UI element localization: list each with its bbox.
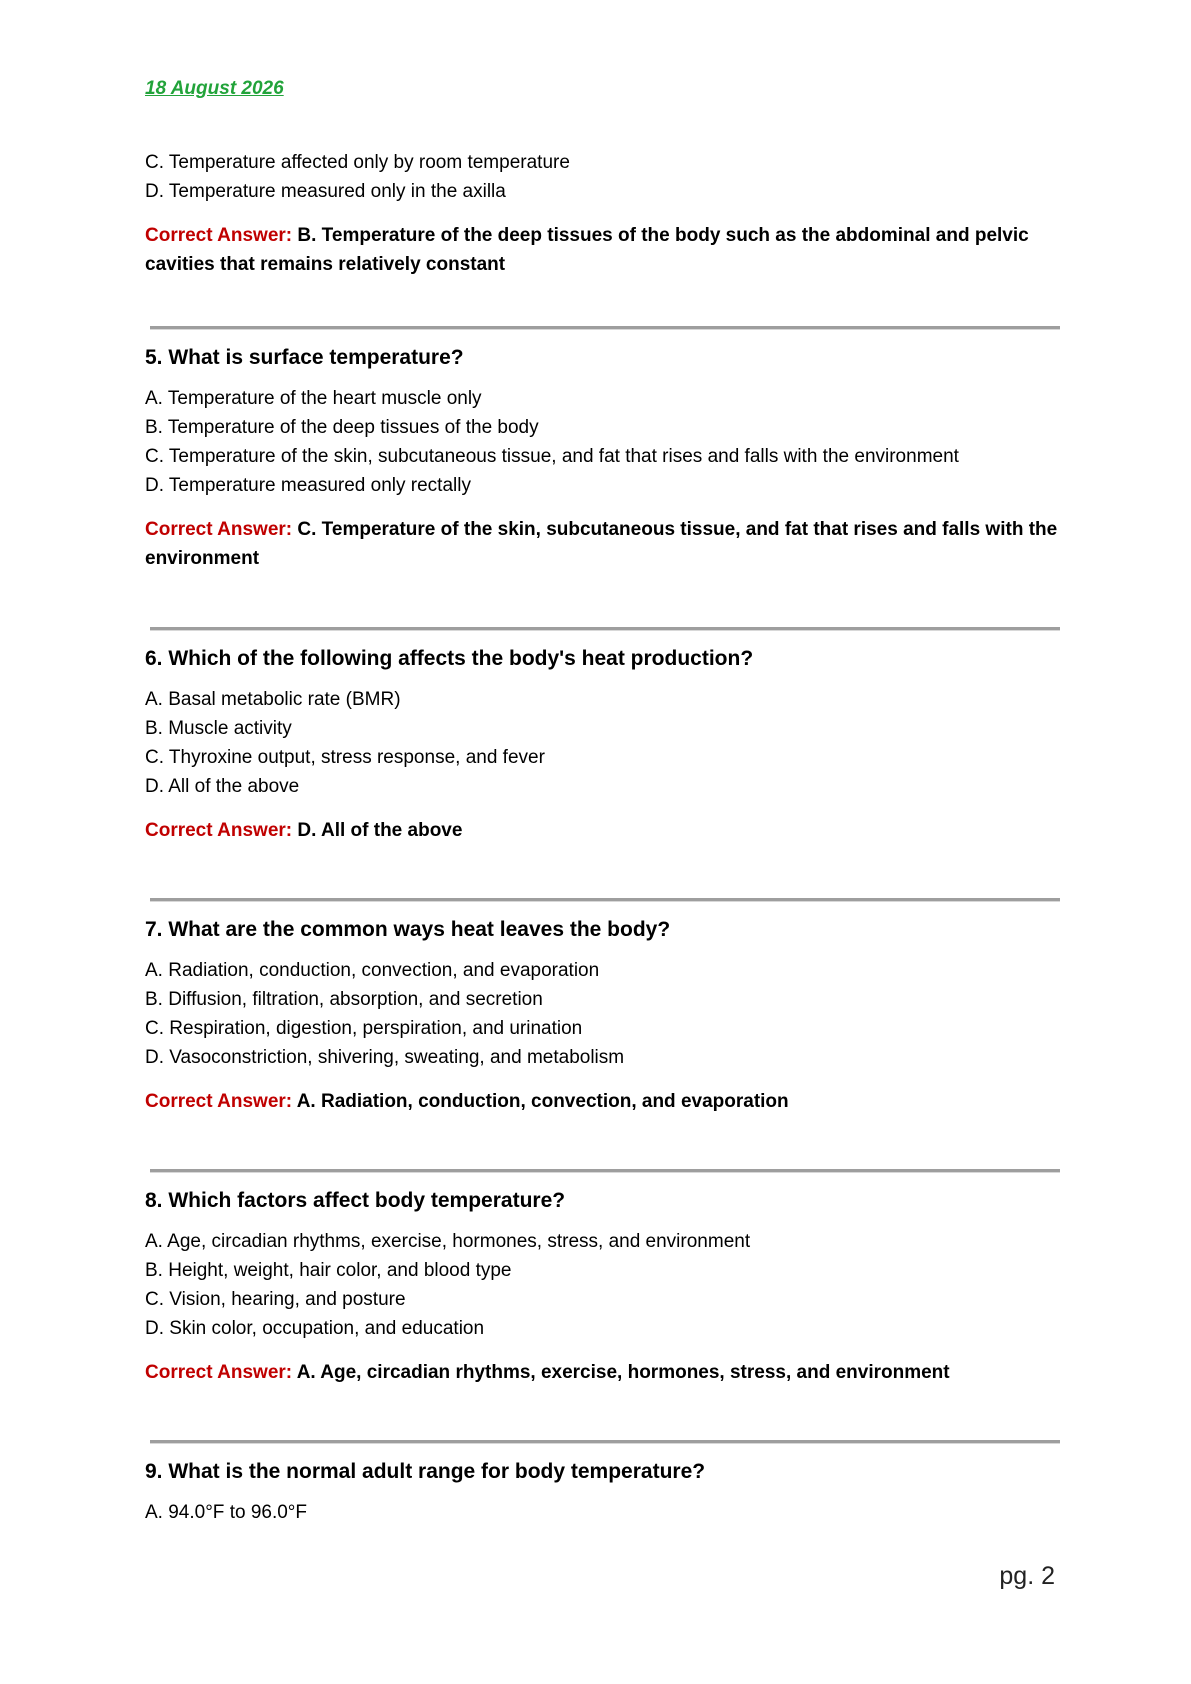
question-7	[145, 915, 1060, 1116]
option: A. Radiation, conduction, convection, and evaporation	[145, 960, 600, 981]
option: B. Height, weight, hair color, and blood type	[145, 1260, 512, 1281]
option: B. Temperature of the deep tissues of the body	[145, 417, 539, 438]
correct-answer	[145, 221, 1060, 279]
divider	[150, 1169, 1060, 1173]
option: C. Respiration, digestion, perspiration, and urination	[145, 1018, 583, 1039]
divider	[150, 627, 1060, 631]
option: C. Temperature of the skin, subcutaneous tissue, and fat that rises and falls with the environment	[145, 446, 959, 467]
correct-answer	[145, 515, 1060, 573]
correct-answer-label: Correct Answer:	[145, 519, 293, 540]
option: A. Temperature of the heart muscle only	[145, 388, 482, 409]
question-5	[145, 343, 1060, 573]
option: C. Temperature affected only by room temperature	[145, 152, 570, 173]
correct-answer-text: D. All of the above	[297, 820, 463, 841]
option: D. Vasoconstriction, shivering, sweating, and metabolism	[145, 1047, 625, 1068]
correct-answer-label: Correct Answer:	[145, 1362, 293, 1383]
correct-answer	[145, 1087, 1060, 1116]
question-title: 7. What are the common ways heat leaves the body?	[145, 918, 671, 941]
divider	[150, 326, 1060, 330]
question-title: 8. Which factors affect body temperature?	[145, 1189, 566, 1212]
page-date: 18 August 2026	[145, 78, 284, 99]
question-8	[145, 1186, 1060, 1387]
divider	[150, 898, 1060, 902]
correct-answer-text: C. Temperature of the skin, subcutaneous tissue, and fat that rises and falls with the environment	[145, 519, 1058, 569]
correct-answer-text: B. Temperature of the deep tissues of the body such as the abdominal and pelvic cavities that remains relatively constant	[145, 225, 1029, 275]
page-number: pg. 2	[999, 1562, 1055, 1590]
question-4-continuation	[145, 148, 1060, 279]
option: A. Basal metabolic rate (BMR)	[145, 689, 401, 710]
question-6	[145, 644, 1060, 845]
question-9	[145, 1457, 1060, 1542]
correct-answer-text: A. Radiation, conduction, convection, and evaporation	[296, 1091, 789, 1112]
option: C. Thyroxine output, stress response, and fever	[145, 747, 545, 768]
option: D. Temperature measured only rectally	[145, 475, 471, 496]
correct-answer-text: A. Age, circadian rhythms, exercise, hormones, stress, and environment	[296, 1362, 950, 1383]
option: A. Age, circadian rhythms, exercise, hormones, stress, and environment	[145, 1231, 751, 1252]
option: C. Vision, hearing, and posture	[145, 1289, 406, 1310]
option: D. Temperature measured only in the axilla	[145, 181, 506, 202]
divider	[150, 1440, 1060, 1444]
correct-answer-label: Correct Answer:	[145, 820, 293, 841]
correct-answer	[145, 1358, 1060, 1387]
option: B. Diffusion, filtration, absorption, and secretion	[145, 989, 543, 1010]
option: B. Muscle activity	[145, 718, 292, 739]
correct-answer-label: Correct Answer:	[145, 1091, 293, 1112]
correct-answer-label: Correct Answer:	[145, 225, 293, 246]
correct-answer	[145, 816, 1060, 845]
question-title: 9. What is the normal adult range for body temperature?	[145, 1460, 706, 1483]
option: A. 94.0°F to 96.0°F	[145, 1502, 308, 1523]
question-title: 6. Which of the following affects the body's heat production?	[145, 647, 754, 670]
option: D. All of the above	[145, 776, 300, 797]
option: D. Skin color, occupation, and education	[145, 1318, 485, 1339]
question-title: 5. What is surface temperature?	[145, 346, 464, 369]
